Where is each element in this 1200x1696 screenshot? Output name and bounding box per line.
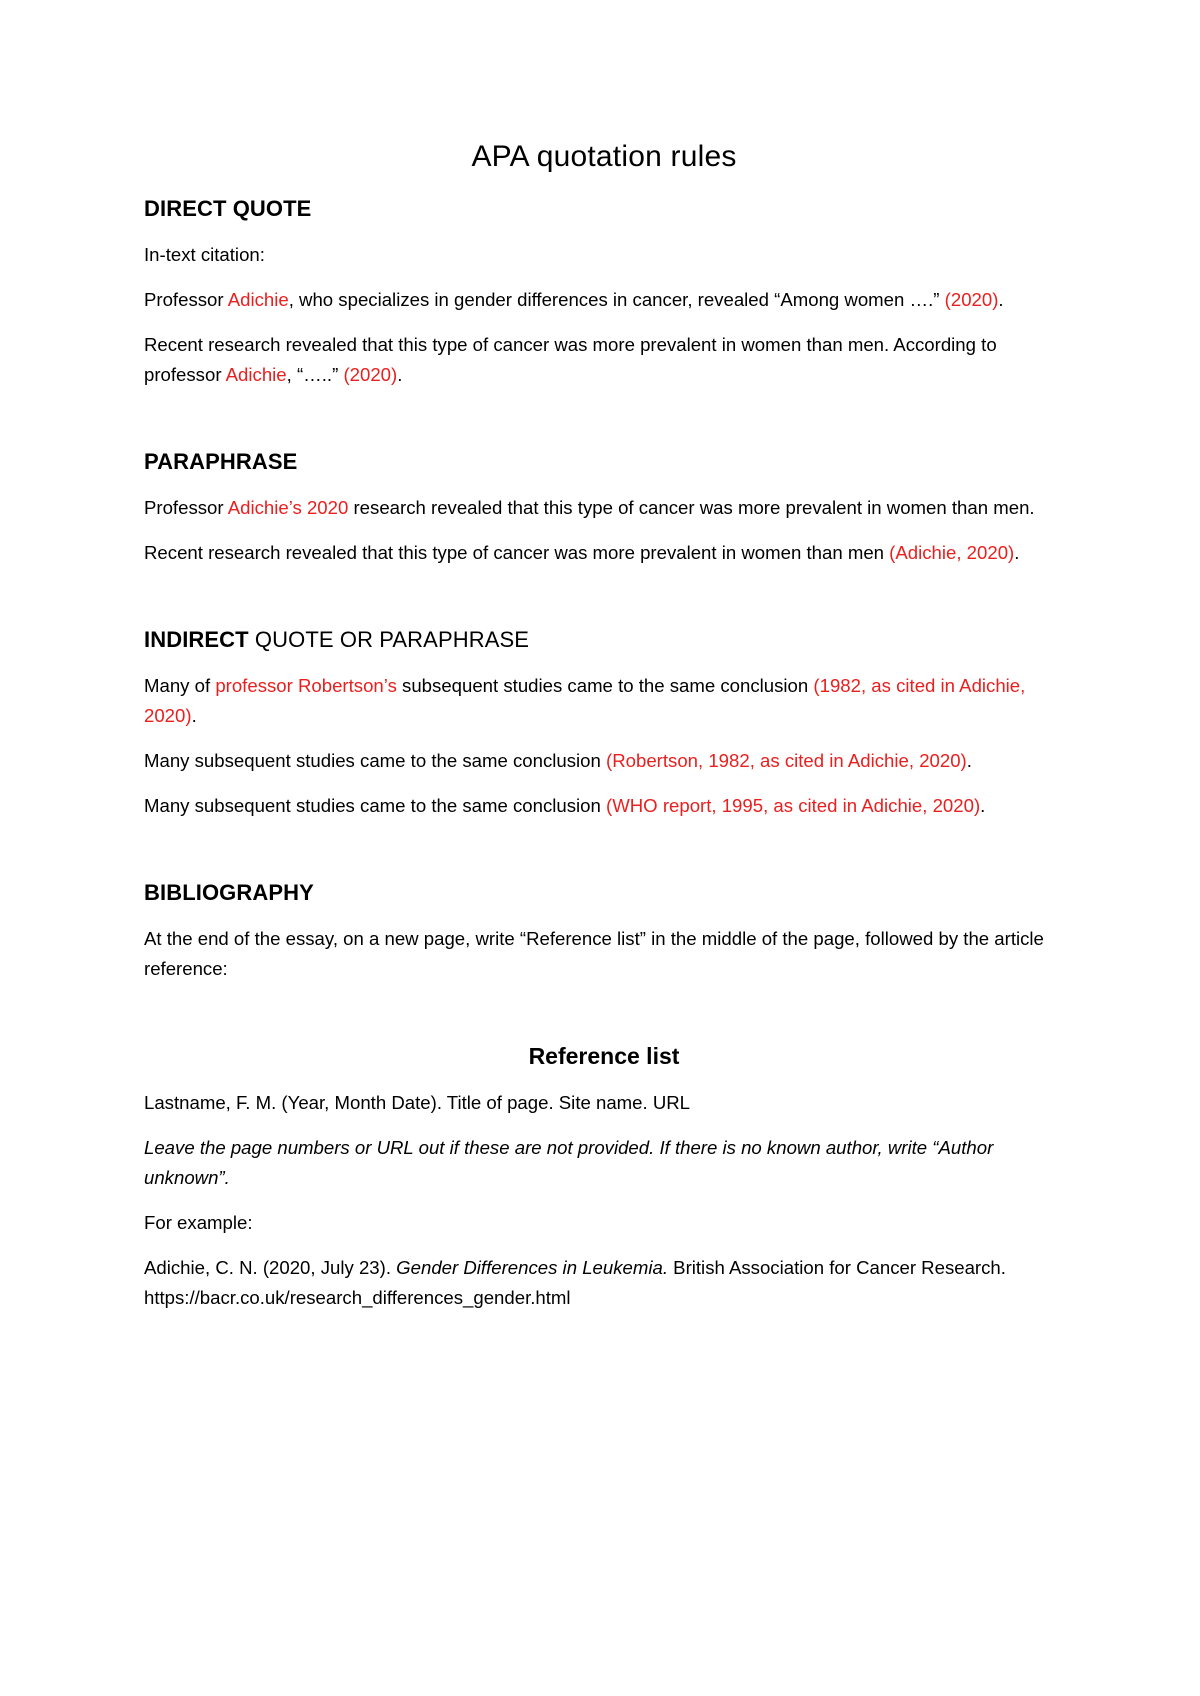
reference-example <box>144 1253 1064 1313</box>
text-run: . <box>397 364 403 385</box>
text-run: Adichie, C. N. (2020, July 23). <box>144 1257 397 1278</box>
indirect-example-3 <box>144 791 1064 821</box>
bibliography-instructions: At the end of the essay, on a new page, write “Reference list” in the middle of the page, followed by the article reference: <box>144 928 1044 979</box>
citation-year: (2020) <box>343 364 398 385</box>
reference-note-text: Leave the page numbers or URL out if these are not provided. If there is no known author, write “Author unknown”. <box>144 1137 994 1188</box>
example-label: For example: <box>144 1212 253 1233</box>
heading-direct-quote: DIRECT QUOTE <box>144 196 312 221</box>
citation: (WHO report, 1995, as cited in Adichie, 2020) <box>606 795 981 816</box>
text-run: Professor <box>144 289 228 310</box>
heading-bibliography: BIBLIOGRAPHY <box>144 880 314 905</box>
text-run: Recent research revealed that this type of cancer was more prevalent in women than men. According to professor <box>144 334 997 385</box>
indirect-example-1 <box>144 671 1064 731</box>
text-run: . <box>191 705 197 726</box>
reference-title-italic: Gender Differences in Leukemia. <box>396 1257 668 1278</box>
citation-author: professor Robertson’s <box>215 675 397 696</box>
text-run: . <box>980 795 986 816</box>
citation: (Adichie, 2020) <box>889 542 1015 563</box>
heading-paraphrase: PARAPHRASE <box>144 449 298 474</box>
citation-author: Adichie <box>227 289 289 310</box>
text-run: , who specializes in gender differences in cancer, revealed “Among women ….” <box>288 289 945 310</box>
text-run: research revealed that this type of cancer was more prevalent in women than men. <box>348 497 1035 518</box>
text-run: British Association for Cancer Research. https://bacr.co.uk/research_differences_gender.html <box>144 1257 1006 1308</box>
document-page <box>144 140 1064 1328</box>
text-run: Many of <box>144 675 216 696</box>
text-run: Many subsequent studies came to the same conclusion <box>144 795 607 816</box>
page-title: APA quotation rules <box>471 140 737 173</box>
indirect-example-2 <box>144 746 1064 776</box>
reference-note <box>144 1133 1064 1193</box>
paraphrase-example-1 <box>144 493 1064 523</box>
direct-quote-example-1 <box>144 285 1064 315</box>
text-run: . <box>966 750 972 771</box>
citation-year: (2020) <box>944 289 999 310</box>
citation: (Robertson, 1982, as cited in Adichie, 2020) <box>606 750 967 771</box>
text-run: . <box>1014 542 1020 563</box>
direct-quote-example-2 <box>144 330 1064 390</box>
text-run: Recent research revealed that this type of cancer was more prevalent in women than men <box>144 542 890 563</box>
citation: Adichie’s 2020 <box>227 497 349 518</box>
text-run: , “…..” <box>286 364 344 385</box>
citation-author: Adichie <box>225 364 287 385</box>
heading-bold-part: INDIRECT <box>144 627 249 652</box>
reference-list-title: Reference list <box>528 1043 680 1069</box>
text-run: . <box>998 289 1004 310</box>
reference-format: Lastname, F. M. (Year, Month Date). Title of page. Site name. URL <box>144 1092 691 1113</box>
heading-indirect-quote <box>144 627 1064 653</box>
heading-regular-part: QUOTE OR PARAPHRASE <box>248 627 530 652</box>
paraphrase-example-2 <box>144 538 1064 568</box>
text-run: Professor <box>144 497 228 518</box>
citation: (1982, as cited in Adichie, 2020) <box>144 675 1026 726</box>
intext-citation-label: In-text citation: <box>144 244 265 265</box>
text-run: Many subsequent studies came to the same conclusion <box>144 750 607 771</box>
text-run: subsequent studies came to the same conclusion <box>396 675 814 696</box>
